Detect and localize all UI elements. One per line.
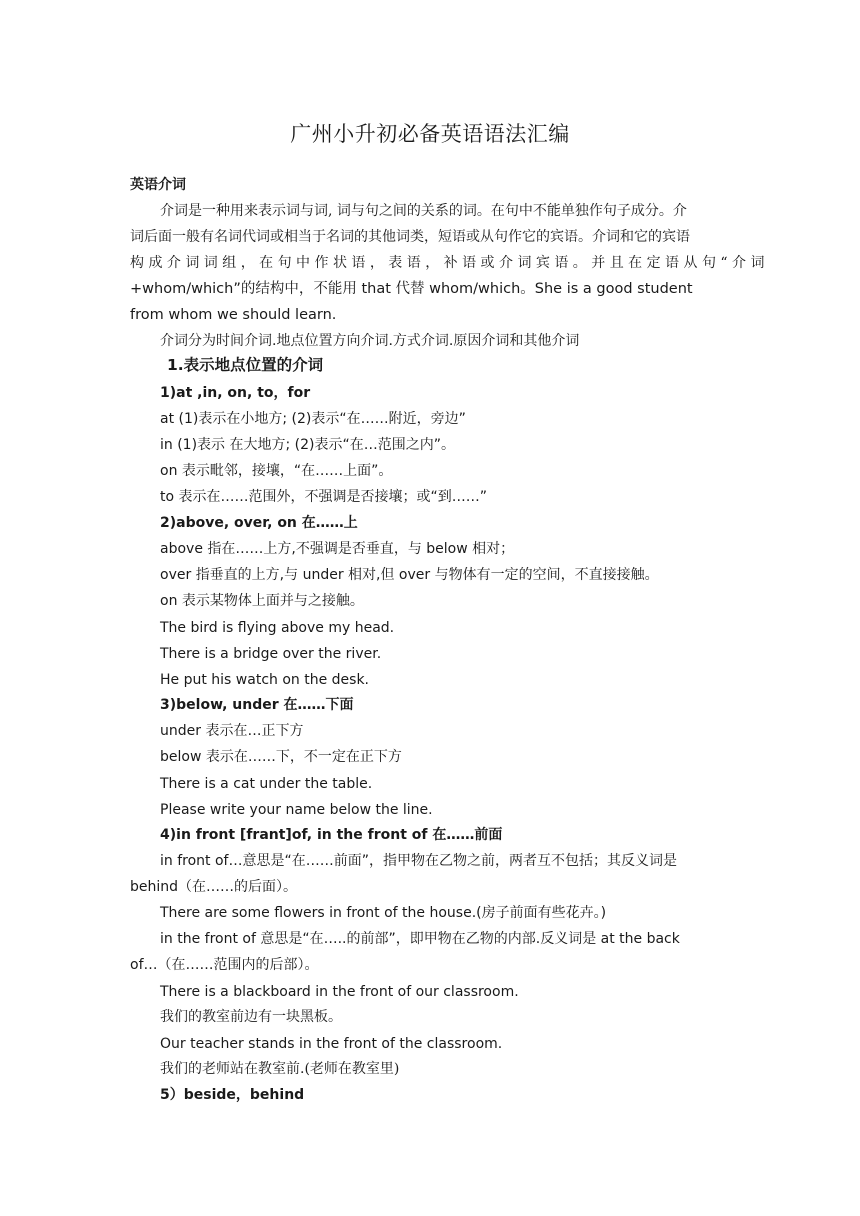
sub4-example-2-translation: 我们的教室前边有一块黑板。 xyxy=(160,1009,342,1025)
sub2-above: above 指在……上方,不强调是否垂直，与 below 相对； xyxy=(160,541,515,557)
sub1-to: to 表示在……范围外，不强调是否接壤；或“到……” xyxy=(160,489,488,505)
sub3-under: under 表示在…正下方 xyxy=(160,723,304,739)
sub3-heading: 3)below, under 在……下面 xyxy=(160,697,354,713)
sub1-in: in (1)表示 在大地方; (2)表示“在…范围之内”。 xyxy=(160,437,455,453)
page-title: 广州小升初必备英语语法汇编 xyxy=(290,122,570,146)
categories-line: 介词分为时间介词.地点位置方向介词.方式介词.原因介词和其他介词 xyxy=(160,333,580,349)
sub1-on: on 表示毗邻，接壤，“在……上面”。 xyxy=(160,463,393,479)
sub2-over: over 指垂直的上方,与 under 相对,但 over 与物体有一定的空间，不直接接触。 xyxy=(160,567,659,583)
sub3-example-2: Please write your name below the line. xyxy=(160,802,433,818)
sub4-para2-line1: in the front of 意思是“在…..的前部”，即甲物在乙物的内部.反义词是 at the back xyxy=(160,931,680,947)
sub3-below: below 表示在……下，不一定在正下方 xyxy=(160,749,402,765)
sub4-example-3: Our teacher stands in the front of the classroom. xyxy=(160,1036,503,1052)
sub3-example-1: There is a cat under the table. xyxy=(160,776,373,792)
sub2-example-2: There is a bridge over the river. xyxy=(160,646,382,662)
sub5-heading: 5）beside，behind xyxy=(160,1087,305,1103)
sub1-at: at (1)表示在小地方; (2)表示“在……附近，旁边” xyxy=(160,411,466,427)
sub2-example-1: The bird is flying above my head. xyxy=(160,620,395,636)
sub4-para1-line2: behind（在……的后面）。 xyxy=(130,879,298,895)
heading-locative-prepositions: 1.表示地点位置的介词 xyxy=(167,356,324,374)
sub4-example-1: There are some flowers in front of the house.(房子前面有些花卉。) xyxy=(160,905,607,921)
intro-line-4: +whom/which”的结构中，不能用 that 代替 whom/which。She is a good student xyxy=(130,281,693,297)
sub4-para1-line1: in front of…意思是“在……前面”，指甲物在乙物之前，两者互不包括；其反义词是 xyxy=(160,853,677,869)
intro-line-2: 词后面一般有名词代词或相当于名词的其他词类，短语或从句作它的宾语。介词和它的宾语 xyxy=(130,229,690,245)
sub4-example-3-translation: 我们的老师站在教室前.(老师在教室里) xyxy=(160,1061,400,1077)
intro-line-5: from whom we should learn. xyxy=(130,307,337,323)
sub4-para2-line2: of…（在……范围内的后部）。 xyxy=(130,957,319,973)
intro-line-1: 介词是一种用来表示词与词, 词与句之间的关系的词。在句中不能单独作句子成分。介 xyxy=(160,203,687,219)
sub4-heading: 4)in front [frant]of, in the front of 在……前面 xyxy=(160,827,503,843)
section-heading: 英语介词 xyxy=(130,177,186,193)
sub4-example-2: There is a blackboard in the front of our classroom. xyxy=(160,984,519,1000)
sub1-heading: 1)at ,in, on, to，for xyxy=(160,385,311,401)
sub2-on: on 表示某物体上面并与之接触。 xyxy=(160,593,364,609)
sub2-example-3: He put his watch on the desk. xyxy=(160,672,370,688)
intro-line-3: 构 成 介 词 词 组 ， 在 句 中 作 状 语 ， 表 语 ， 补 语 或 介 词 宾 语 。 并 且 在 定 语 从 句 “ 介 词 xyxy=(130,255,765,271)
sub2-heading: 2)above, over, on 在……上 xyxy=(160,515,358,531)
